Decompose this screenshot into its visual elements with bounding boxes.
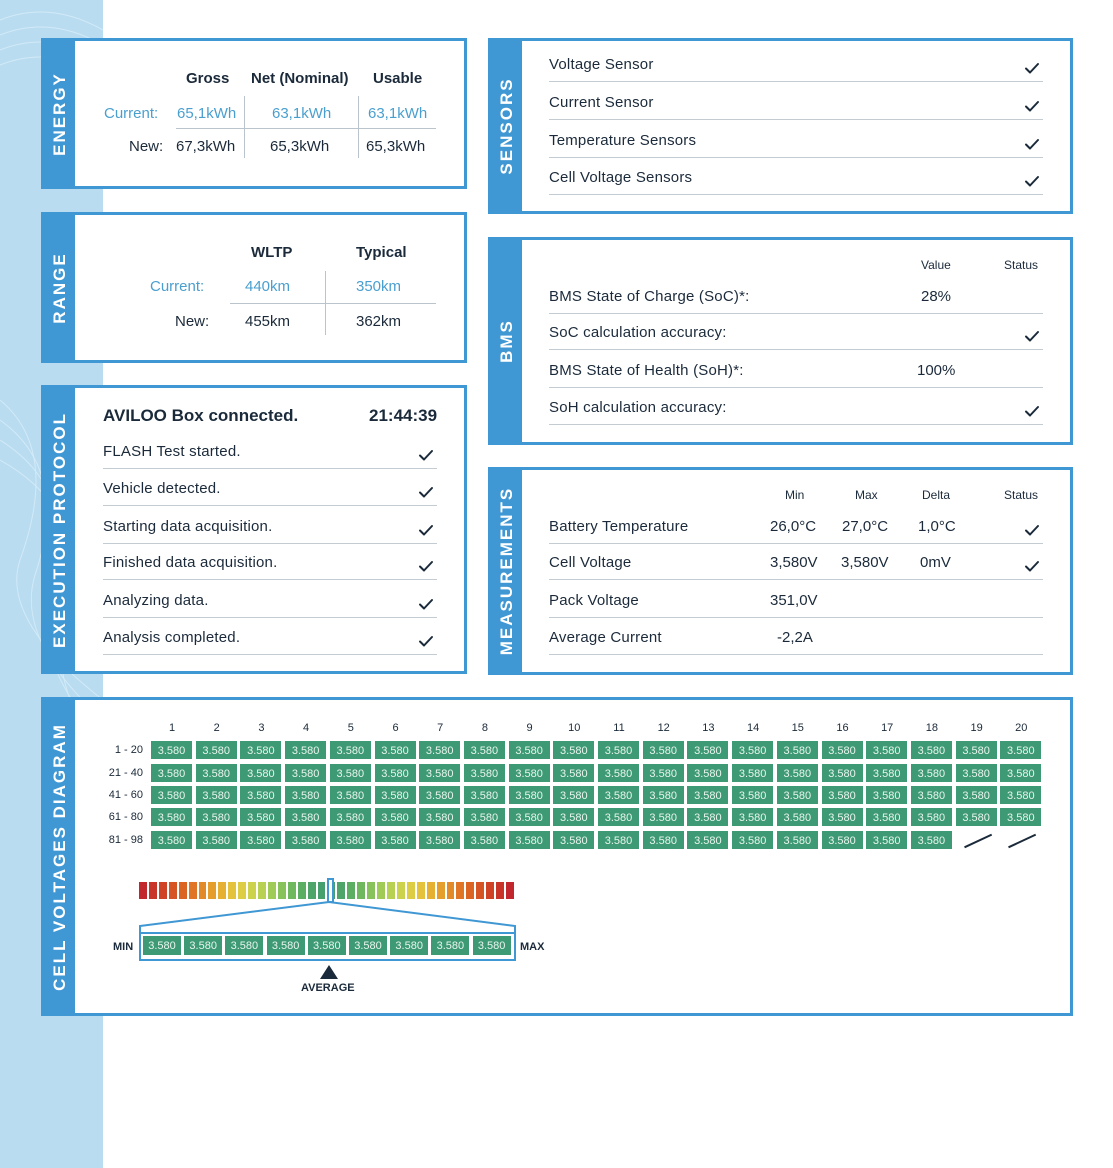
cell-voltage: 3.580 xyxy=(597,763,640,783)
cell-column-number: 9 xyxy=(526,722,533,734)
cell-voltage: 3.580 xyxy=(150,740,193,760)
energy-header-usable: Usable xyxy=(373,70,423,87)
color-scale-segment xyxy=(149,882,157,899)
measurements-tab: MEASUREMENTS xyxy=(491,470,522,672)
cell-voltage: 3.580 xyxy=(821,785,864,805)
cell-voltage: 3.580 xyxy=(418,740,461,760)
cell-voltage: 3.580 xyxy=(731,763,774,783)
cell-column-number: 7 xyxy=(437,722,444,734)
color-scale-segment xyxy=(298,882,306,899)
cell-voltage: 3.580 xyxy=(239,785,282,805)
cell-column-number: 5 xyxy=(347,722,354,734)
color-scale-segment xyxy=(387,882,395,899)
sensor-item xyxy=(549,121,1043,158)
cell-column-number: 14 xyxy=(746,722,760,734)
measurement-min: 26,0°C xyxy=(770,518,817,535)
cell-voltage: 3.580 xyxy=(910,763,953,783)
energy-current-net: 63,1kWh xyxy=(272,105,332,122)
protocol-step-label: Vehicle detected. xyxy=(103,480,221,497)
cell-voltage: 3.580 xyxy=(374,740,417,760)
cell-voltage: 3.580 xyxy=(642,740,685,760)
cell-column-number: 16 xyxy=(836,722,849,734)
cell-row-label: 41 - 60 xyxy=(108,789,143,801)
color-scale-segment xyxy=(238,882,246,899)
cell-column-number: 15 xyxy=(791,722,804,734)
range-current-typical: 350km xyxy=(356,278,402,295)
measurement-row xyxy=(549,507,1043,544)
color-scale-segment xyxy=(496,882,504,899)
cell-voltage: 3.580 xyxy=(374,807,417,827)
check-icon xyxy=(1023,402,1041,420)
color-scale-segment xyxy=(169,882,177,899)
sensors-tab: SENSORS xyxy=(491,41,522,211)
zoom-cell-voltage: 3.580 xyxy=(430,935,470,956)
color-scale-segment xyxy=(337,882,345,899)
execution-protocol-tab: EXECUTION PROTOCOL xyxy=(44,388,75,671)
check-icon xyxy=(417,632,435,650)
average-label: AVERAGE xyxy=(301,982,355,994)
range-new-typical: 362km xyxy=(356,313,402,330)
measurement-min: 351,0V xyxy=(770,592,818,609)
cell-voltage: 3.580 xyxy=(776,785,819,805)
color-scale-segment xyxy=(179,882,187,899)
cell-voltage: 3.580 xyxy=(284,785,327,805)
cell-voltage: 3.580 xyxy=(508,740,551,760)
cell-voltage: 3.580 xyxy=(418,830,461,850)
bms-row-label: SoH calculation accuracy: xyxy=(549,399,727,416)
cell-voltage: 3.580 xyxy=(776,763,819,783)
measurement-label: Battery Temperature xyxy=(549,518,689,535)
cell-voltage: 3.580 xyxy=(999,807,1042,827)
check-icon xyxy=(417,446,435,464)
cell-voltages-tab: CELL VOLTAGES DIAGRAM xyxy=(44,700,75,1013)
cell-voltage: 3.580 xyxy=(195,740,238,760)
range-new-wltp: 455km xyxy=(245,313,291,330)
cell-voltage: 3.580 xyxy=(865,740,908,760)
bms-row xyxy=(549,351,1043,388)
color-scale-segment xyxy=(486,882,494,899)
color-scale-segment xyxy=(189,882,197,899)
protocol-step-label: Starting data acquisition. xyxy=(103,518,273,535)
cell-voltage: 3.580 xyxy=(284,807,327,827)
cell-column-number: 4 xyxy=(303,722,310,734)
cell-voltage: 3.580 xyxy=(508,807,551,827)
check-icon xyxy=(417,595,435,613)
color-scale-segment xyxy=(447,882,455,899)
protocol-time: 21:44:39 xyxy=(369,406,438,425)
protocol-step-label: FLASH Test started. xyxy=(103,443,241,460)
cell-voltage: 3.580 xyxy=(552,740,595,760)
measurement-delta: 0mV xyxy=(920,554,951,571)
measurements-max-header: Max xyxy=(855,488,878,502)
max-label: MAX xyxy=(520,941,545,953)
cell-voltage: 3.580 xyxy=(776,830,819,850)
cell-voltage: 3.580 xyxy=(642,763,685,783)
cell-voltage: 3.580 xyxy=(955,763,998,783)
color-scale-segment xyxy=(218,882,226,899)
cell-voltage: 3.580 xyxy=(508,763,551,783)
color-scale-segment xyxy=(437,882,445,899)
energy-new-label: New: xyxy=(129,138,164,155)
cell-voltage: 3.580 xyxy=(463,785,506,805)
cell-voltage: 3.580 xyxy=(329,740,372,760)
energy-new-net: 65,3kWh xyxy=(270,138,330,155)
cell-column-number: 18 xyxy=(925,722,939,734)
check-icon xyxy=(417,557,435,575)
zoom-cell-voltage: 3.580 xyxy=(389,935,429,956)
cell-voltage: 3.580 xyxy=(552,763,595,783)
zoom-cell-voltage: 3.580 xyxy=(307,935,347,956)
cell-voltage: 3.580 xyxy=(821,807,864,827)
range-current-wltp: 440km xyxy=(245,278,291,295)
bms-row-value: 28% xyxy=(921,288,952,305)
cell-row-label: 1 - 20 xyxy=(114,744,143,756)
color-scale-segment xyxy=(427,882,435,899)
cell-voltage: 3.580 xyxy=(865,785,908,805)
bms-tab: BMS xyxy=(491,240,522,442)
zoom-cell-voltage: 3.580 xyxy=(142,935,182,956)
color-scale-segment xyxy=(456,882,464,899)
cell-voltage: 3.580 xyxy=(195,807,238,827)
cell-column-number: 20 xyxy=(1015,722,1028,734)
cell-voltage: 3.580 xyxy=(239,763,282,783)
cell-voltage: 3.580 xyxy=(463,830,506,850)
cell-column-number: 2 xyxy=(213,722,220,734)
color-scale-segment xyxy=(417,882,425,899)
color-scale-segment xyxy=(139,882,147,899)
sensor-item xyxy=(549,83,1043,120)
measurements-delta-header: Delta xyxy=(922,488,951,502)
cell-voltage: 3.580 xyxy=(776,740,819,760)
color-scale-segment xyxy=(199,882,207,899)
cell-voltage: 3.580 xyxy=(686,740,729,760)
cell-voltage: 3.580 xyxy=(955,785,998,805)
cell-voltage: 3.580 xyxy=(910,785,953,805)
color-scale-segment xyxy=(258,882,266,899)
cell-voltage: 3.580 xyxy=(597,830,640,850)
cell-voltage: 3.580 xyxy=(239,740,282,760)
cell-column-number: 10 xyxy=(568,722,581,734)
zoom-cell-voltage: 3.580 xyxy=(348,935,388,956)
cell-column-number: 1 xyxy=(168,722,176,734)
measurement-label: Pack Voltage xyxy=(549,592,639,609)
cell-voltage: 3.580 xyxy=(284,830,327,850)
color-scale-segment xyxy=(377,882,385,899)
cell-voltage: 3.580 xyxy=(731,807,774,827)
cell-column-number: 12 xyxy=(657,722,670,734)
cell-voltage: 3.580 xyxy=(686,785,729,805)
cell-voltage: 3.580 xyxy=(776,807,819,827)
bms-status-header: Status xyxy=(1004,258,1039,272)
color-scale-segment xyxy=(347,882,355,899)
cell-voltage: 3.580 xyxy=(463,763,506,783)
cell-voltage: 3.580 xyxy=(597,740,640,760)
energy-current-gross: 65,1kWh xyxy=(177,105,237,122)
cell-voltage: 3.580 xyxy=(955,740,998,760)
measurements-min-header: Min xyxy=(785,488,805,502)
cell-voltage: 3.580 xyxy=(329,830,372,850)
check-icon xyxy=(1023,172,1041,190)
cell-voltage: 3.580 xyxy=(508,785,551,805)
protocol-step xyxy=(103,581,437,618)
bms-row-label: BMS State of Health (SoH)*: xyxy=(549,362,744,379)
color-scale-segment xyxy=(228,882,236,899)
check-icon xyxy=(417,483,435,501)
energy-header-net: Net (Nominal) xyxy=(251,70,349,87)
cell-voltage: 3.580 xyxy=(910,830,953,850)
energy-new-gross: 67,3kWh xyxy=(176,138,236,155)
bms-row xyxy=(549,277,1043,314)
cell-voltage: 3.580 xyxy=(463,807,506,827)
zoom-cell-voltage: 3.580 xyxy=(183,935,223,956)
divider xyxy=(244,96,245,158)
measurement-label: Cell Voltage xyxy=(549,554,632,571)
color-scale-segment xyxy=(288,882,296,899)
cell-voltage: 3.580 xyxy=(374,830,417,850)
cell-voltage: 3.580 xyxy=(731,740,774,760)
divider xyxy=(358,96,359,158)
bms-row xyxy=(549,388,1043,425)
cell-column-number: 6 xyxy=(392,722,399,734)
cell-column-number: 17 xyxy=(881,722,894,734)
sensor-label: Cell Voltage Sensors xyxy=(549,169,693,186)
cell-voltage: 3.580 xyxy=(955,807,998,827)
cell-voltage: 3.580 xyxy=(597,785,640,805)
sensor-label: Temperature Sensors xyxy=(549,132,697,149)
divider xyxy=(176,128,436,129)
bms-row-label: BMS State of Charge (SoC)*: xyxy=(549,288,750,305)
bms-row-value: 100% xyxy=(917,362,956,379)
protocol-step xyxy=(103,469,437,506)
zoom-cell-voltage: 3.580 xyxy=(472,935,512,956)
sensor-item xyxy=(549,158,1043,195)
cell-voltage: 3.580 xyxy=(865,763,908,783)
cell-column-number: 3 xyxy=(258,722,265,734)
cell-voltage: 3.580 xyxy=(731,785,774,805)
cell-voltage: 3.580 xyxy=(686,830,729,850)
measurement-row xyxy=(549,581,1043,618)
cell-voltage: 3.580 xyxy=(195,830,238,850)
check-icon xyxy=(1023,327,1041,345)
cell-voltage: 3.580 xyxy=(195,785,238,805)
cell-voltage: 3.580 xyxy=(821,740,864,760)
cell-voltage: 3.580 xyxy=(642,807,685,827)
measurement-row xyxy=(549,543,1043,580)
cell-voltage: 3.580 xyxy=(910,740,953,760)
cell-column-number: 13 xyxy=(702,722,715,734)
cell-voltage: 3.580 xyxy=(552,807,595,827)
color-scale-segment xyxy=(278,882,286,899)
average-arrow-icon xyxy=(319,964,339,980)
measurement-delta: 1,0°C xyxy=(918,518,956,535)
color-scale-segment xyxy=(357,882,365,899)
cell-voltage: 3.580 xyxy=(508,830,551,850)
cell-column-number: 11 xyxy=(613,722,625,734)
measurement-max: 3,580V xyxy=(841,554,889,571)
min-label: MIN xyxy=(113,941,134,953)
cell-voltage: 3.580 xyxy=(150,830,193,850)
range-new-label: New: xyxy=(175,313,210,330)
check-icon xyxy=(1023,135,1041,153)
color-scale-segment xyxy=(308,882,316,899)
cell-column-number: 8 xyxy=(481,722,488,734)
cell-voltage: 3.580 xyxy=(865,807,908,827)
cell-voltage: 3.580 xyxy=(552,830,595,850)
measurement-min: 3,580V xyxy=(770,554,818,571)
cell-voltage: 3.580 xyxy=(329,785,372,805)
protocol-step-label: Analysis completed. xyxy=(103,629,241,646)
cell-voltage: 3.580 xyxy=(821,763,864,783)
cell-voltage: 3.580 xyxy=(418,763,461,783)
check-icon xyxy=(1023,557,1041,575)
bms-row-label: SoC calculation accuracy: xyxy=(549,324,727,341)
measurements-status-header: Status xyxy=(1004,488,1039,502)
cell-voltage: 3.580 xyxy=(597,807,640,827)
protocol-title: AVILOO Box connected. xyxy=(103,406,299,425)
zoom-cell-voltage: 3.580 xyxy=(224,935,264,956)
color-scale-segment xyxy=(318,882,326,899)
cell-voltage: 3.580 xyxy=(239,830,282,850)
color-scale-segment xyxy=(268,882,276,899)
cell-row-label: 81 - 98 xyxy=(108,834,143,846)
color-scale-segment xyxy=(466,882,474,899)
range-header-wltp: WLTP xyxy=(251,244,293,261)
cell-voltage: 3.580 xyxy=(329,763,372,783)
cell-row-label: 61 - 80 xyxy=(108,811,143,823)
cell-voltage: 3.580 xyxy=(150,785,193,805)
cell-voltage: 3.580 xyxy=(374,763,417,783)
cell-row-label: 21 - 40 xyxy=(108,767,143,779)
color-scale-segment xyxy=(407,882,415,899)
cell-voltage: 3.580 xyxy=(463,740,506,760)
cell-voltage: 3.580 xyxy=(284,740,327,760)
check-icon xyxy=(1023,521,1041,539)
bms-row xyxy=(549,313,1043,350)
cell-voltage: 3.580 xyxy=(686,807,729,827)
energy-current-label: Current: xyxy=(104,105,159,122)
color-scale-segment xyxy=(476,882,484,899)
check-icon xyxy=(1023,97,1041,115)
measurement-max: 27,0°C xyxy=(842,518,889,535)
bms-value-header: Value xyxy=(921,258,951,272)
cell-voltage: 3.580 xyxy=(999,763,1042,783)
range-current-label: Current: xyxy=(150,278,205,295)
protocol-step xyxy=(103,618,437,655)
protocol-step-label: Finished data acquisition. xyxy=(103,554,278,571)
cell-voltage: 3.580 xyxy=(999,740,1042,760)
cell-voltage: 3.580 xyxy=(642,785,685,805)
divider xyxy=(230,303,436,304)
cell-voltage: 3.580 xyxy=(418,785,461,805)
cell-voltage: 3.580 xyxy=(999,785,1042,805)
zoom-cell-voltage: 3.580 xyxy=(266,935,306,956)
color-scale-segment xyxy=(506,882,514,899)
range-tab: RANGE xyxy=(44,215,75,360)
cell-voltage: 3.580 xyxy=(329,807,372,827)
cell-voltage: 3.580 xyxy=(150,807,193,827)
color-scale-segment xyxy=(208,882,216,899)
cell-voltage: 3.580 xyxy=(731,830,774,850)
protocol-step xyxy=(103,507,437,544)
protocol-step xyxy=(103,432,437,469)
cell-voltage: 3.580 xyxy=(642,830,685,850)
scale-marker xyxy=(327,878,334,903)
sensor-label: Voltage Sensor xyxy=(549,56,654,73)
measurement-min: -2,2A xyxy=(777,629,813,646)
check-icon xyxy=(417,521,435,539)
protocol-step-label: Analyzing data. xyxy=(103,592,209,609)
energy-current-usable: 63,1kWh xyxy=(368,105,428,122)
color-scale-segment xyxy=(397,882,405,899)
cell-voltage: 3.580 xyxy=(239,807,282,827)
measurement-row xyxy=(549,618,1043,655)
cell-voltage: 3.580 xyxy=(910,807,953,827)
color-scale-segment xyxy=(159,882,167,899)
measurement-label: Average Current xyxy=(549,629,662,646)
cell-voltage: 3.580 xyxy=(374,785,417,805)
cell-voltage: 3.580 xyxy=(418,807,461,827)
cell-voltage: 3.580 xyxy=(552,785,595,805)
cell-column-number: 19 xyxy=(970,722,983,734)
cell-voltage: 3.580 xyxy=(686,763,729,783)
cell-voltage: 3.580 xyxy=(865,830,908,850)
color-scale-segment xyxy=(367,882,375,899)
sensor-item xyxy=(549,45,1043,82)
cell-voltage: 3.580 xyxy=(821,830,864,850)
color-scale-segment xyxy=(248,882,256,899)
cell-voltage: 3.580 xyxy=(284,763,327,783)
cell-voltage: 3.580 xyxy=(195,763,238,783)
check-icon xyxy=(1023,59,1041,77)
protocol-step xyxy=(103,543,437,580)
energy-new-usable: 65,3kWh xyxy=(366,138,426,155)
sensor-label: Current Sensor xyxy=(549,94,654,111)
range-header-typical: Typical xyxy=(356,244,407,261)
energy-tab: ENERGY xyxy=(44,41,75,186)
cell-voltage: 3.580 xyxy=(150,763,193,783)
energy-header-gross: Gross xyxy=(186,70,230,87)
